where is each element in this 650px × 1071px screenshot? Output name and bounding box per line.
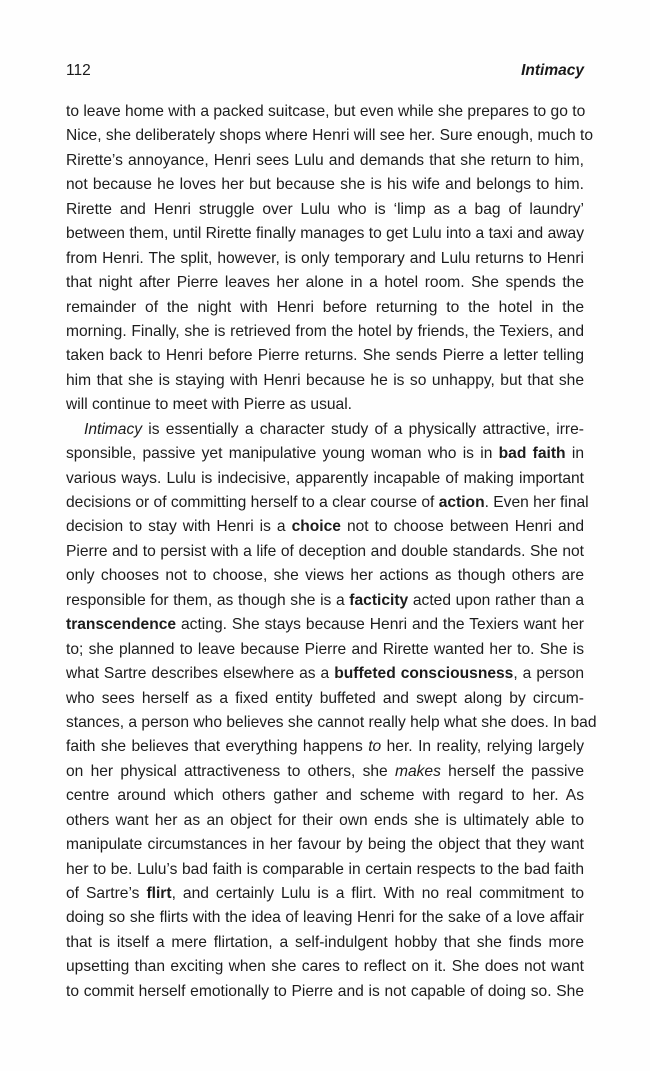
text-line [66,906,584,930]
text-line [66,515,584,539]
text-run: who sees herself as a fixed entity buffeted and swept along by circum- [66,689,584,707]
text-run: taken back to Henri before Pierre returns. She sends Pierre a letter telling [66,347,584,365]
text-line [66,418,584,442]
text-line [66,613,584,637]
text-run: Rirette’s annoyance, Henri sees Lulu and demands that she return to him, [66,151,584,169]
text-line [66,564,584,588]
bold-term: bad faith [498,445,566,463]
text-run: Nice, she deliberately shops where Henri will see her. Sure enough, much to [66,127,594,145]
text-run: her. In reality, relying largely [381,738,584,756]
paragraph-2 [66,418,597,1005]
text-run: is essentially a character study of a physically attractive, irre- [142,420,584,438]
bold-term: buffeted consciousness [334,665,514,683]
text-line [66,760,584,784]
text-run: remainder of the night with Henri before returning to the hotel in the [66,298,584,316]
text-run: from Henri. The split, however, is only temporary and Lulu returns to Henri [66,249,584,267]
text-run: acting. She stays because Henri and the Texiers want her [176,616,584,634]
text-line [66,931,584,955]
bold-term: choice [291,518,341,536]
text-line [66,955,584,979]
text-line [66,320,584,344]
text-run: of Sartre’s [66,885,147,902]
text-run: , a person [513,665,584,683]
text-line [66,491,589,515]
text-run: to commit herself emotionally to Pierre and is not capable of doing so. She [66,982,584,1000]
text-line [66,735,584,759]
text-line [66,124,594,148]
text-run: sponsible, passive yet manipulative young woman who is in [66,445,499,463]
text-line [66,296,584,320]
text-line [66,369,584,393]
text-line [66,711,597,735]
text-run: manipulate circumstances in her favour by being the object that they want [66,836,584,854]
text-run: that is itself a mere flirtation, a self-indulgent hobby that she finds more [66,933,584,951]
text-line [66,344,584,368]
text-run: in [565,445,584,463]
text-run: what Sartre describes elsewhere as a [66,665,335,683]
bold-term: flirt [146,885,172,902]
italic-text: makes [394,762,441,780]
text-run: decisions or of committing herself to a clear course of [66,494,439,511]
text-line [66,882,584,906]
text-run: faith she believes that everything happens [66,738,369,756]
text-line [66,809,584,833]
text-run: various ways. Lulu is indecisive, apparently incapable of making important [66,469,584,487]
text-line [66,589,584,613]
text-run: . Even her final [484,494,589,511]
text-line [66,247,584,271]
text-run: to leave home with a packed suitcase, but even while she prepares to go to [66,103,586,120]
text-run: only chooses not to choose, she views her actions as though others are [66,567,584,585]
italic-text: Intimacy [84,420,143,438]
text-run: him that she is staying with Henri because he is so unhappy, but that she [66,371,584,389]
text-run: centre around which others gather and scheme with regard to her. As [66,787,584,805]
text-run: stances, a person who believes she cannot really help what she does. In bad [66,713,597,731]
text-run: to; she planned to leave because Pierre and Rirette wanted her to. She is [66,640,584,658]
text-line [66,638,584,662]
text-run: acted upon rather than a [408,591,584,609]
text-run: morning. Finally, she is retrieved from the hotel by friends, the Texiers, and [66,322,584,340]
text-line [66,833,584,857]
text-line [66,662,584,686]
text-run: Rirette and Henri struggle over Lulu who is ‘limp as a bag of laundry’ [66,200,584,218]
text-line [66,858,584,882]
text-line [66,980,584,1004]
text-run: decision to stay with Henri is a [66,518,292,536]
italic-text: to [368,738,382,756]
text-line [66,784,584,808]
text-line [66,271,584,295]
text-run: others want her as an object for their own ends she is ultimately able to [66,811,584,829]
text-run: , and certainly Lulu is a flirt. With no real commitment to [171,885,584,902]
text-run: upsetting than exciting when she cares to reflect on it. She does not want [66,958,584,976]
text-run: on her physical attractiveness to others, she [66,762,395,780]
text-line [66,198,584,222]
text-run: responsible for them, as though she is a [66,591,350,609]
bold-term: action [438,494,485,511]
text-line [66,393,584,417]
text-line [66,442,584,466]
page-number: 112 [66,62,91,79]
text-run: not because he loves her but because she is his wife and belongs to him. [66,176,584,194]
running-title: Intimacy [521,62,584,79]
page-header [66,62,584,84]
text-run: Pierre and to persist with a life of deception and double standards. She not [66,542,584,560]
text-line [66,540,584,564]
bold-term: transcendence [66,616,177,634]
body-text [66,100,597,1004]
text-run: doing so she flirts with the idea of leaving Henri for the sake of a love affair [66,909,584,927]
text-run: her to be. Lulu’s bad faith is comparable in certain respects to the bad faith [66,860,584,878]
bold-term: facticity [349,591,409,609]
text-line [66,149,584,173]
text-line [66,222,584,246]
text-run: herself the passive [440,762,584,780]
text-line [66,467,584,491]
text-run: will continue to meet with Pierre as usual. [66,396,353,414]
text-line [66,173,584,197]
text-line [66,687,584,711]
text-run: not to choose between Henri and [340,518,585,536]
paragraph-1 [66,100,594,418]
text-run: between them, until Rirette finally manages to get Lulu into a taxi and away [66,225,584,243]
text-run: that night after Pierre leaves her alone in a hotel room. She spends the [66,274,584,292]
text-line [66,100,584,124]
